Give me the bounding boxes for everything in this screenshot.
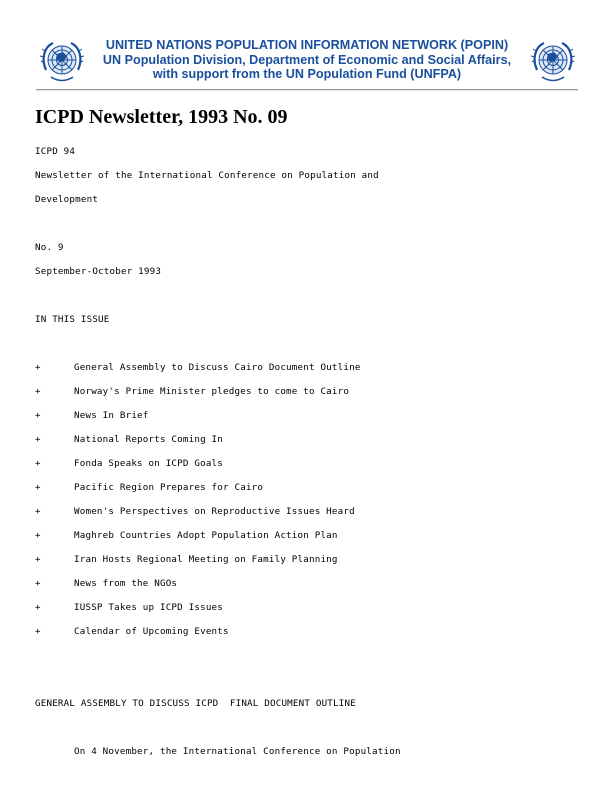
bullet: + xyxy=(35,362,41,373)
bullet: + xyxy=(35,410,41,421)
un-emblem-icon xyxy=(37,37,87,87)
page-header xyxy=(36,34,578,88)
paragraph-start: On 4 November, the International Conference on Population xyxy=(74,746,401,757)
bullet: + xyxy=(35,554,41,565)
bullet: + xyxy=(35,482,41,493)
header-text xyxy=(92,38,522,82)
bullet: + xyxy=(35,458,41,469)
section-heading: GENERAL ASSEMBLY TO DISCUSS ICPD FINAL DOCUMENT OUTLINE xyxy=(35,698,356,709)
list-item-label: Pacific Region Prepares for Cairo xyxy=(74,482,264,493)
list-item-label: Maghreb Countries Adopt Population Action Plan xyxy=(74,530,338,541)
bullet: + xyxy=(35,578,41,589)
header-line-1: UNITED NATIONS POPULATION INFORMATION NETWORK (POPIN) xyxy=(105,38,509,52)
issue-date: September-October 1993 xyxy=(35,266,162,277)
bullet: + xyxy=(35,602,41,613)
list-item-label: Norway's Prime Minister pledges to come to Cairo xyxy=(74,386,350,397)
bullet: + xyxy=(35,386,41,397)
list-item-label: Women's Perspectives on Reproductive Issues Heard xyxy=(74,506,355,517)
list-item-label: General Assembly to Discuss Cairo Document Outline xyxy=(74,362,361,373)
header-line-2: UN Population Division, Department of Economic and Social Affairs, xyxy=(102,52,512,67)
list-item-label: Fonda Speaks on ICPD Goals xyxy=(74,458,224,469)
list-item-label: Calendar of Upcoming Events xyxy=(74,626,229,637)
bullet: + xyxy=(35,626,41,637)
subtitle-line-1: Newsletter of the International Conference on Population and xyxy=(35,170,379,181)
in-this-issue-heading: IN THIS ISSUE xyxy=(35,314,110,325)
list-item-label: IUSSP Takes up ICPD Issues xyxy=(74,602,224,613)
list-item-label: News from the NGOs xyxy=(74,578,178,589)
un-emblem-icon xyxy=(528,37,578,87)
header-line-3: with support from the UN Population Fund (UNFPA) xyxy=(152,67,462,81)
subtitle-line-2: Development xyxy=(35,194,99,205)
page-title: ICPD Newsletter, 1993 No. 09 xyxy=(35,106,288,128)
list-item-label: News In Brief xyxy=(74,410,149,421)
list-item-label: Iran Hosts Regional Meeting on Family Planning xyxy=(74,554,338,565)
list-item-label: National Reports Coming In xyxy=(74,434,224,445)
bullet: + xyxy=(35,434,41,445)
bullet: + xyxy=(35,506,41,517)
issue-number: No. 9 xyxy=(35,242,64,253)
header-divider xyxy=(36,89,578,91)
publication-name: ICPD 94 xyxy=(35,146,76,157)
bullet: + xyxy=(35,530,41,541)
